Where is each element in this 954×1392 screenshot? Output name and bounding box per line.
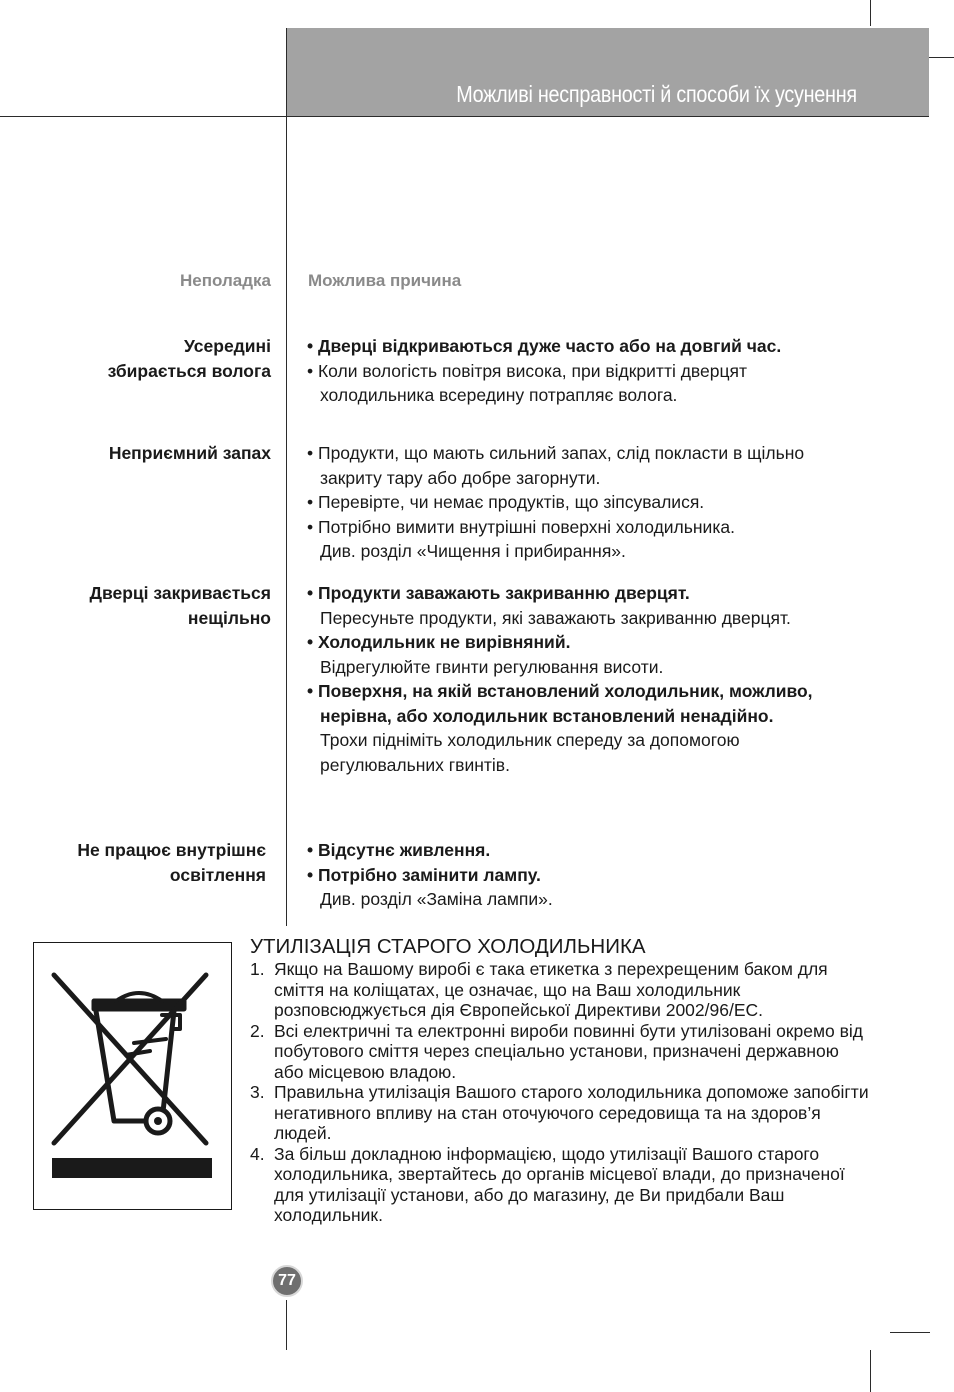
column-heading-problem: Неполадка bbox=[180, 271, 271, 290]
crop-mark-bottom-vertical bbox=[870, 1350, 871, 1392]
problem-moisture bbox=[108, 334, 271, 383]
cause-item: • Потрібно замінити лампу. bbox=[307, 864, 541, 885]
cause-note: Трохи підніміть холодильник спереду за допомогою регулювальних гвинтів. bbox=[320, 730, 740, 775]
column-divider bbox=[286, 28, 287, 926]
crop-mark-bottom-horizontal bbox=[890, 1332, 930, 1333]
problem-line: освітлення bbox=[169, 864, 266, 885]
cause-list-door-seal bbox=[307, 581, 847, 777]
cause-list-odor bbox=[307, 441, 847, 564]
problem-line: Дверці закривається bbox=[89, 583, 271, 603]
disposal-list bbox=[250, 959, 870, 1226]
disposal-item bbox=[250, 1021, 870, 1083]
problem-light bbox=[77, 838, 266, 887]
cause-note: Див. розділ «Заміна лампи». bbox=[320, 889, 553, 909]
disposal-item bbox=[250, 1082, 870, 1144]
problem-odor bbox=[109, 441, 271, 466]
cause-item: • Продукти, що мають сильний запах, слід покласти в щільно закриту тару або добре загорнути. bbox=[307, 443, 805, 488]
item-number: 1. bbox=[250, 959, 265, 979]
problem-line: Не працює внутрішнє bbox=[77, 840, 266, 860]
crop-mark-top-vertical bbox=[870, 0, 871, 26]
cause-item: • Холодильник не вирівняний. bbox=[307, 632, 571, 652]
item-text: Якщо на Вашому виробі є така етикетка з перехрещеним баком для сміття на коліщатах, це означає, що на Ваш холодильник розповсюджується дія Європейської Директиви 2002/96/ЕС. bbox=[274, 959, 828, 1020]
header-band bbox=[287, 28, 929, 116]
item-number: 4. bbox=[250, 1143, 265, 1164]
disposal-item bbox=[250, 959, 870, 1021]
column-divider-bottom bbox=[286, 1300, 287, 1350]
problem-line: Неприємний запах bbox=[108, 443, 271, 463]
cause-item: • Дверці відкриваються дуже часто або на довгий час. bbox=[307, 336, 782, 356]
cause-list-light bbox=[307, 838, 847, 912]
problem-line: Усередині bbox=[184, 336, 271, 356]
item-text: Всі електричні та електронні вироби повинні бути утилізовані окремо від побутового сміття через спеціально установи, призначені державною або місцевою владою. bbox=[274, 1020, 864, 1082]
problem-door-seal bbox=[89, 581, 271, 630]
cause-item: • Коли вологість повітря висока, при відкритті дверцят холодильника всередину потрапляє волога. bbox=[307, 360, 747, 405]
item-number: 3. bbox=[250, 1082, 265, 1102]
cause-item: • Поверхня, на якій встановлений холодильник, можливо, нерівна, або холодильник встановлений ненадійно. bbox=[307, 681, 813, 726]
disposal-item bbox=[250, 1144, 870, 1226]
cause-item: • Потрібно вимити внутрішні поверхні холодильника. bbox=[307, 516, 735, 537]
crossed-wheelie-bin-icon bbox=[34, 943, 230, 1208]
weee-label-box bbox=[33, 942, 232, 1210]
cause-note: Див. розділ «Чищення і прибирання». bbox=[320, 541, 626, 561]
problem-line: збирається волога bbox=[107, 360, 271, 381]
cause-note: Відрегулюйте гвинти регулювання висоти. bbox=[320, 656, 664, 677]
cause-item: • Перевірте, чи немає продуктів, що зіпсувалися. bbox=[307, 492, 705, 512]
cause-item: • Відсутнє живлення. bbox=[307, 840, 491, 860]
item-number: 2. bbox=[250, 1020, 265, 1041]
problem-line: нещільно bbox=[187, 607, 271, 628]
column-heading-cause: Можлива причина bbox=[308, 271, 462, 290]
item-text: Правильна утилізація Вашого старого холодильника допоможе запобігти негативного впливу на стан оточуючого середовища та на здоров’я людей. bbox=[274, 1082, 869, 1143]
page-title: Можливі несправності й способи їх усунення bbox=[456, 81, 857, 107]
cause-note: Пересуньте продукти, які заважають закриванню дверцят. bbox=[320, 607, 791, 628]
cause-list-moisture bbox=[307, 334, 847, 408]
item-text: За більш докладною інформацією, щодо утилізації Вашого старого холодильника, звертайтесь до органів місцевої влади, до призначеної для утилізації установи, або до магазину, де Ви придбали Ваш холодильник. bbox=[274, 1143, 845, 1225]
header-rule bbox=[0, 116, 929, 117]
page-number-badge: 77 bbox=[271, 1265, 303, 1297]
cause-item: • Продукти заважають закриванню дверцят. bbox=[307, 583, 690, 603]
disposal-title: УТИЛІЗАЦІЯ СТАРОГО ХОЛОДИЛЬНИКА bbox=[250, 935, 646, 958]
